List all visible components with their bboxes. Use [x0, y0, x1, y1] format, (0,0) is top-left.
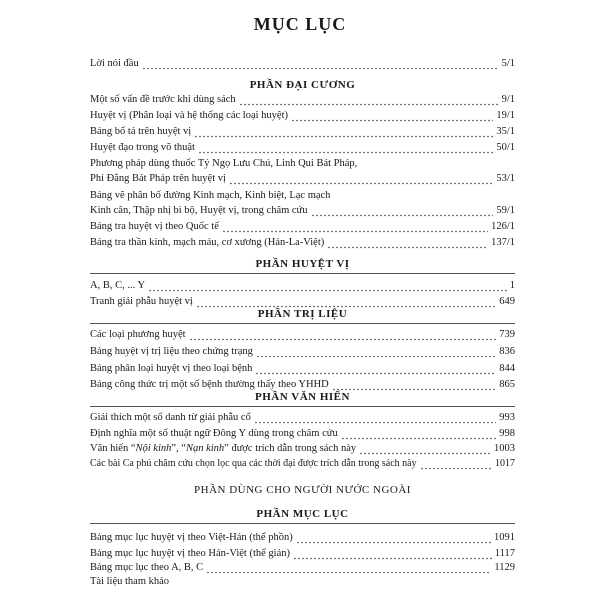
entry-label: Bảng mục lục huyệt vị theo Việt-Hán (thể phồn) [90, 532, 293, 543]
toc-entry [90, 530, 515, 544]
entry-label: Bảng công thức trị một số bệnh thường thấy theo YHHD [90, 379, 329, 390]
dot-leader [148, 282, 507, 292]
toc-entry [90, 278, 515, 292]
entry-label-part: ”, “ [171, 443, 186, 454]
dot-leader [420, 460, 492, 470]
entry-label: Bảng bổ tả trên huyệt vị [90, 126, 192, 137]
entry-page: 35/1 [496, 126, 515, 137]
entry-label-italic: Nạn kinh [185, 443, 225, 454]
toc-entry [90, 426, 515, 440]
entry-page: 1003 [494, 443, 515, 454]
dot-leader [194, 128, 493, 138]
entry-label: Các loại phương huyệt [90, 329, 186, 340]
dot-leader [359, 445, 491, 455]
toc-entry [90, 344, 515, 358]
toc-entry [90, 574, 515, 588]
toc-entry [90, 294, 515, 308]
entry-label: Bảng huyệt vị trị liệu theo chứng trạng [90, 346, 253, 357]
dot-leader [254, 414, 496, 424]
dot-leader [206, 564, 491, 574]
toc-entry [90, 327, 515, 341]
dot-leader [341, 430, 497, 440]
entry-label: Bảng phân loại huyệt vị theo loại bệnh [90, 363, 253, 374]
toc-entry [90, 546, 515, 560]
toc-entry [90, 441, 515, 455]
entry-page: 865 [499, 379, 515, 390]
entry-page: 59/1 [496, 205, 515, 216]
toc-entry [90, 108, 515, 122]
toc-entry [90, 456, 515, 470]
entry-page: 1129 [494, 562, 515, 573]
section-divider [90, 523, 515, 524]
toc-entry [90, 410, 515, 424]
entry-page: 998 [499, 428, 515, 439]
entry-label: Định nghĩa một số thuật ngữ Đông Y dùng trong châm cứu [90, 428, 338, 439]
toc-entry [90, 140, 515, 154]
entry-page: 1117 [494, 548, 515, 559]
section-divider [90, 323, 515, 324]
entry-label-part: Văn hiến “ [90, 443, 136, 454]
dot-leader [311, 207, 494, 217]
entry-label: Các bài Ca phú châm cứu chọn lọc qua các thời đại được trích dẫn trong sách này [90, 458, 417, 469]
toc-entry [90, 219, 515, 233]
section-heading: PHẦN VĂN HIẾN [255, 391, 350, 403]
entry-label: Kinh cân, Thập nhị bì bộ, Huyệt vị, trong châm cứu [90, 205, 308, 216]
section-heading: PHẦN HUYỆT VỊ [255, 258, 350, 270]
toc-entry [90, 124, 515, 138]
section-heading: PHẦN DÙNG CHO NGƯỜI NƯỚC NGOÀI [194, 484, 411, 496]
entry-label-italic: Nội kinh [135, 443, 172, 454]
dot-leader [291, 112, 493, 122]
toc-entry [90, 361, 515, 375]
entry-page: 649 [499, 296, 515, 307]
entry-page: 5/1 [501, 58, 515, 69]
toc-entry [90, 188, 515, 202]
entry-page: 9/1 [501, 94, 515, 105]
entry-page: 1017 [495, 458, 515, 469]
entry-page: 836 [499, 346, 515, 357]
entry-label: Huyệt vị (Phân loại và hệ thống các loại huyệt) [90, 110, 288, 121]
dot-leader [222, 223, 488, 233]
entry-label: Tài liệu tham khảo [90, 576, 170, 587]
page-title: MỤC LỤC [253, 14, 347, 34]
toc-entry [90, 203, 515, 217]
dot-leader [256, 348, 496, 358]
entry-page: 844 [499, 363, 515, 374]
dot-leader [255, 365, 496, 375]
dot-leader [332, 381, 496, 391]
dot-leader [142, 60, 499, 70]
toc-entry-preface [90, 56, 515, 70]
entry-page: 993 [499, 412, 515, 423]
entry-page: 19/1 [496, 110, 515, 121]
entry-label: Phi Đằng Bát Pháp trên huyệt vị [90, 173, 226, 184]
entry-page: 1091 [494, 532, 515, 543]
toc-entry [90, 171, 515, 185]
entry-label: Bảng mục lục huyệt vị theo Hán-Việt (thể giản) [90, 548, 290, 559]
dot-leader [296, 534, 491, 544]
toc-entry [90, 92, 515, 106]
dot-leader [293, 550, 492, 560]
entry-label: Bảng mục lục theo A, B, C [90, 562, 204, 573]
dot-leader [229, 175, 493, 185]
entry-page: 53/1 [496, 173, 515, 184]
entry-label [90, 443, 358, 455]
section-heading: PHẦN ĐẠI CƯƠNG [249, 79, 356, 91]
dot-leader [239, 96, 499, 106]
toc-entry [90, 560, 515, 574]
entry-label: Huyệt đạo trong võ thuật [90, 142, 195, 153]
entry-label: Lời nói đầu [90, 58, 139, 69]
entry-page: 137/1 [491, 237, 515, 248]
toc-entry [90, 156, 515, 170]
toc-entry [90, 377, 515, 391]
entry-label: Phương pháp dùng thuốc Tý Ngọ Lưu Chú, Linh Qui Bát Pháp, [90, 158, 358, 169]
section-heading: PHẦN MỤC LỤC [256, 508, 349, 520]
entry-label: Tranh giải phẫu huyệt vị [90, 296, 193, 307]
entry-label-part: ” được trích dẫn trong sách này [224, 443, 357, 454]
dot-leader [189, 331, 497, 341]
section-divider [90, 273, 515, 274]
entry-label: Một số vấn đề trước khi dùng sách [90, 94, 236, 105]
entry-label: Bảng vẽ phân bố đường Kinh mạch, Kinh biệt, Lạc mạch [90, 190, 331, 201]
entry-label: Bảng tra huyệt vị theo Quốc tế [90, 221, 219, 232]
dot-leader [196, 298, 496, 308]
toc-entry [90, 235, 515, 249]
entry-label: Giải thích một số danh từ giải phẫu cổ [90, 412, 251, 423]
entry-label: Bảng tra thần kinh, mạch máu, cơ xương (Hán-La-Việt) [90, 237, 325, 248]
dot-leader [327, 239, 488, 249]
section-divider [90, 406, 515, 407]
section-heading: PHẦN TRỊ LIỆU [257, 308, 348, 320]
entry-page: 50/1 [496, 142, 515, 153]
entry-page: 126/1 [491, 221, 515, 232]
entry-page: 1 [509, 280, 515, 291]
entry-page: 739 [499, 329, 515, 340]
entry-label: A, B, C, ... Y [90, 280, 146, 291]
dot-leader [198, 144, 493, 154]
